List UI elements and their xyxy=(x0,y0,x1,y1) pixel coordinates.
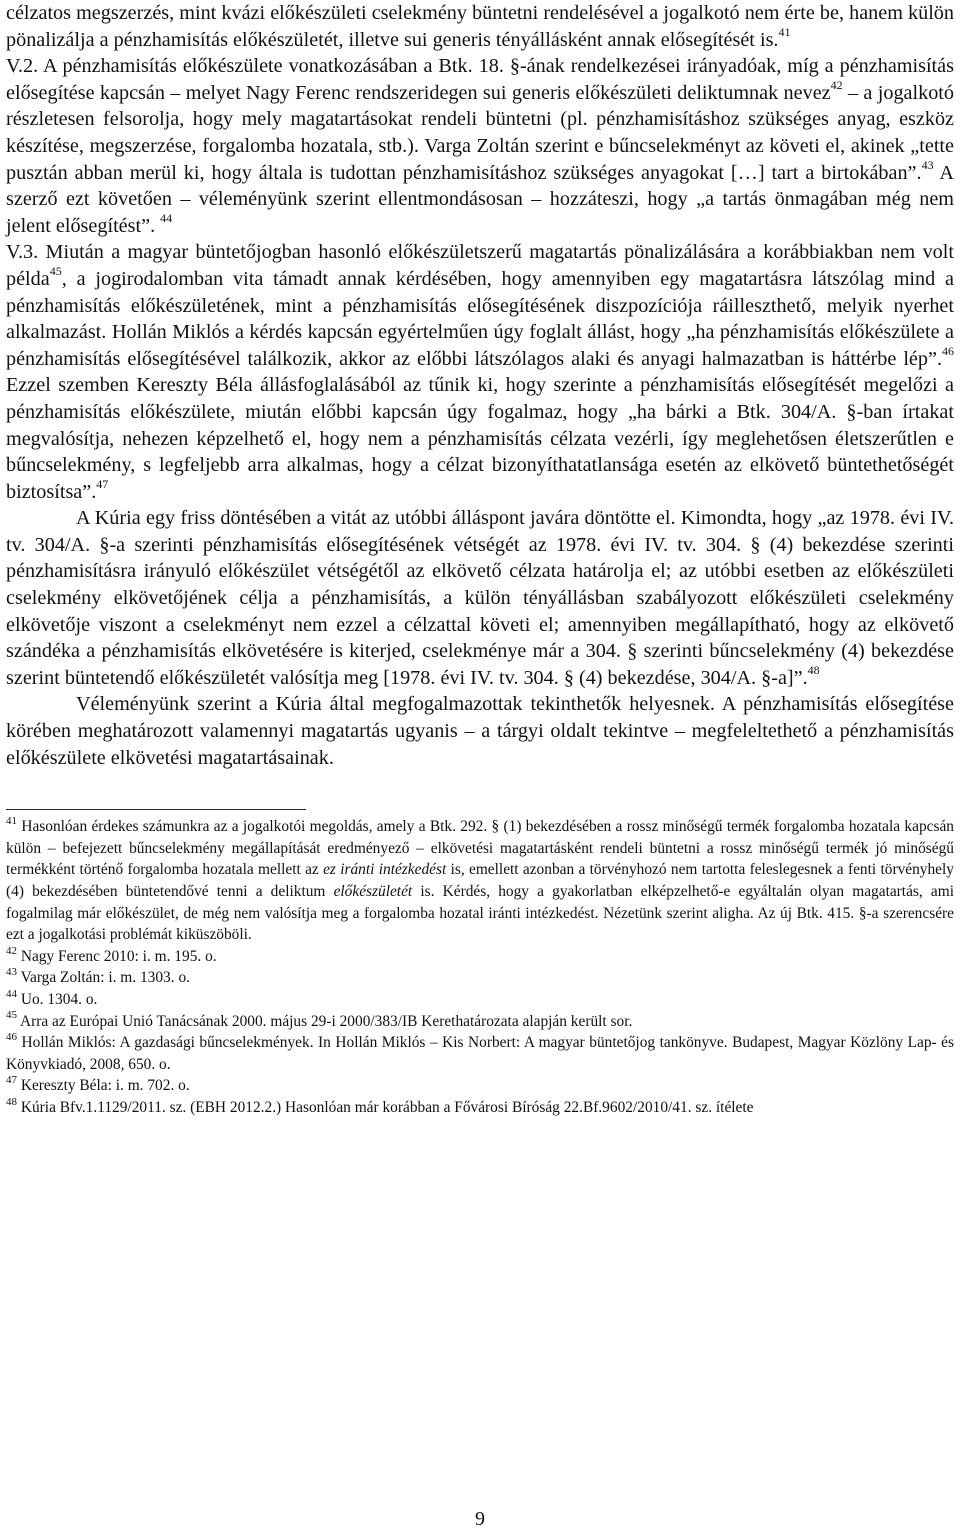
footnote-46 xyxy=(6,1032,954,1075)
body-paragraph-main xyxy=(6,0,954,505)
text-span: Véleményünk szerint a Kúria által megfogalmazottak tekinthetők helyesnek. A pénzhamisítás elősegítése körében meghatározott valamennyi magatartás ugyanis – a tárgyi oldalt tekintve – megfeleltethető a pénzhamisítás előkészülete elkövetési magatartásainak. xyxy=(6,693,954,769)
text-span: A Kúria egy friss döntésében a vitát az utóbbi álláspont javára döntötte el. Kimondta, hogy „az 1978. évi IV. tv. 304/A. §-a szerinti pénzhamisítás elősegítésének vétségét az 1978. évi IV. tv. 304. § (4) bekezdése szerinti pénzhamisításra irányuló előkészület vétségétől az elkövető célzata határolja el; az utóbbi esetben az előkészületi cselekmény elkövetőjének célja a pénzhamisítás, a külön tényállásban szabályozott előkészületi cselekmény elkövetője viszont a cselekményt nem ezzel a célzattal követi el; amennyiben megállapítható, hogy az elkövető szándéka a pénzhamisítás elkövetésére is kiterjed, cselekménye már a 304. § szerinti bűncselekmény (4) bekezdése szerint büntetendő előkészületét valósítja meg [1978. évi IV. tv. 304. § (4) bekezdése, 304/A. §-a]”. xyxy=(6,507,954,689)
footnote-ref-41[interactable]: 41 xyxy=(778,24,791,39)
footnote-number: 46 xyxy=(6,1031,17,1044)
footnote-text: Hollán Miklós: A gazdasági bűncselekmények. In Hollán Miklós – Kis Norbert: A magyar büntetőjog tankönyve. Budapest, Magyar Közlöny Lap- és Könyvkiadó, 2008, 650. o. xyxy=(6,1034,954,1073)
text-span: célzatos megszerzés, mint kvázi előkészületi cselekmény büntetni rendelésével a jogalkotó nem érte be, hanem külön pönalizálja a pénzhamisítás előkészületét, illetve sui generis tényállásként annak elősegítését is. xyxy=(6,2,954,51)
footnote-43 xyxy=(6,967,954,989)
footnote-number: 41 xyxy=(6,815,17,828)
footnote-number: 42 xyxy=(6,944,17,957)
footnote-text: Kereszty Béla: i. m. 702. o. xyxy=(20,1077,190,1095)
footnote-ref-44[interactable]: 44 xyxy=(160,211,173,226)
footnotes xyxy=(6,816,954,1118)
text-span: A szerző ezt követően – véleményünk szerint ellentmondásosan – hozzáteszi, hogy „a tartás önmagában még nem jelent elősegítést”. xyxy=(6,161,954,237)
footnote-text: Hasonlóan érdekes számunkra az a jogalkotói megoldás, amely a Btk. 292. § (1) bekezdésében a rossz minőségű termék forgalomba hozatala kapcsán külön – befejezett bűncselekmény megállapítását eredményező – elkövetési magatartásként rendeli büntetni a rossz minőségű termék jó minőségű termékként történő forgalomba hozatala mellett az xyxy=(6,818,954,879)
footnote-italic: ez iránti intézkedést xyxy=(323,861,447,879)
text-span: – a jogalkotó részletesen felsorolja, hogy mely magatartásokat rendeli büntetni (pl. pénzhamisításhoz szükséges anyag, eszköz készítése, megszerzése, forgalomba hozatala, stb.). Varga Zoltán szerint e bűncselekményt az követi el, akinek „tette pusztán abban merül ki, hogy általa is tudottan pénzhamisításhoz szükséges anyagokat […] tart a birtokában”. xyxy=(6,81,955,184)
footnote-41 xyxy=(6,816,954,946)
footnote-number: 45 xyxy=(6,1009,17,1022)
footnote-italic: előkészületét xyxy=(333,883,413,900)
text-span: Ezzel szemben Kereszty Béla állásfoglalásából az tűnik ki, hogy szerinte a pénzhamisítás elősegítését megelőzi a pénzhamisítás előkészülete, miután előbbi kapcsán úgy fogalmaz, hogy „ha bárki a Btk. 304/A. §-ban írtakat megvalósítja, nehezen képzelhető el, hogy nem a pénzhamisítás célzata vezérli, így meglehetősen életszerűtlen e bűncselekmény, s legfeljebb arra alkalmas, hogy a célzat bizonyíthatatlansága esetén az elkövető büntethetőségét biztosítsa”. xyxy=(6,374,954,503)
footnote-ref-46[interactable]: 46 xyxy=(942,343,954,358)
footnote-ref-43[interactable]: 43 xyxy=(921,157,934,172)
footnote-text: Kúria Bfv.1.1129/2011. sz. (EBH 2012.2.) Hasonlóan már korábban a Fővárosi Bíróság 22.Bf.9602/2010/41. sz. ítélete xyxy=(20,1098,754,1116)
footnote-45 xyxy=(6,1011,954,1033)
footnote-ref-42[interactable]: 42 xyxy=(830,78,843,93)
body-paragraph-kuria xyxy=(6,505,954,691)
footnote-number: 48 xyxy=(6,1095,17,1108)
footnote-number: 43 xyxy=(6,966,17,979)
footnote-text: Varga Zoltán: i. m. 1303. o. xyxy=(20,969,190,987)
body-paragraph-conclusion xyxy=(6,691,954,771)
page-number: 9 xyxy=(475,1508,485,1530)
footnote-ref-45[interactable]: 45 xyxy=(49,264,62,279)
text-span: V.3. Miután a magyar büntetőjogban hasonló előkészületszerű magatartás pönalizálására a korábbiakban nem volt példa xyxy=(6,241,954,290)
document-page xyxy=(6,0,954,1119)
footnote-text: Nagy Ferenc 2010: i. m. 195. o. xyxy=(20,947,217,965)
footnote-number: 44 xyxy=(6,987,17,1000)
footnote-42 xyxy=(6,946,954,968)
footnote-text: Uo. 1304. o. xyxy=(20,990,98,1008)
footnote-text: is, emellett azonban a törvényhozó nem tartotta feleslegesnek a fenti törvényhely (4) bekezdésében büntetendővé tenni a deliktum xyxy=(6,861,954,900)
footnote-text: Arra az Európai Unió Tanácsának 2000. május 29-i 2000/383/IB Kerethatározata alapján került sor. xyxy=(20,1012,633,1030)
text-span: V.2. A pénzhamisítás előkészülete vonatkozásában a Btk. 18. §-ának rendelkezései irányadóak, míg a pénzhamisítás elősegítése kapcsán – melyet Nagy Ferenc rendszeridegen sui generis előkészületi deliktumnak nevez xyxy=(6,55,954,104)
text-span: , a jogirodalomban vita támadt annak kérdésében, hogy amennyiben egy magatartásra látszólag mind a pénzhamisítás előkészületének, mint a pénzhamisítás elősegítésének diszpozíciója ráilleszthető, melyik nyerhet alkalmazást. Hollán Miklós a kérdés kapcsán egyértelműen úgy foglalt állást, hogy „ha pénzhamisítás előkészülete a pénzhamisítás elősegítésével találkozik, akkor az előbbi látszólagos alaki és anyagi halmazatban is háttérbe lép”. xyxy=(6,267,954,370)
footnote-text: is. Kérdés, hogy a gyakorlatban elképzelhető-e egyáltalán olyan magatartás, ami fogalmilag már előkészület, de még nem valósítja meg a forgalomba hozatal iránti intézkedést. Nézetünk szerint aligha. Az új Btk. 415. §-a szerencsére ezt a jogalkotási problémát kiküszöböli. xyxy=(6,883,954,944)
footnote-47 xyxy=(6,1075,954,1097)
footnote-ref-48[interactable]: 48 xyxy=(807,663,820,678)
footnote-ref-47[interactable]: 47 xyxy=(96,476,109,491)
footnote-48 xyxy=(6,1097,954,1119)
footnote-number: 47 xyxy=(6,1074,17,1087)
footnote-44 xyxy=(6,989,954,1011)
footnote-separator xyxy=(6,809,306,810)
